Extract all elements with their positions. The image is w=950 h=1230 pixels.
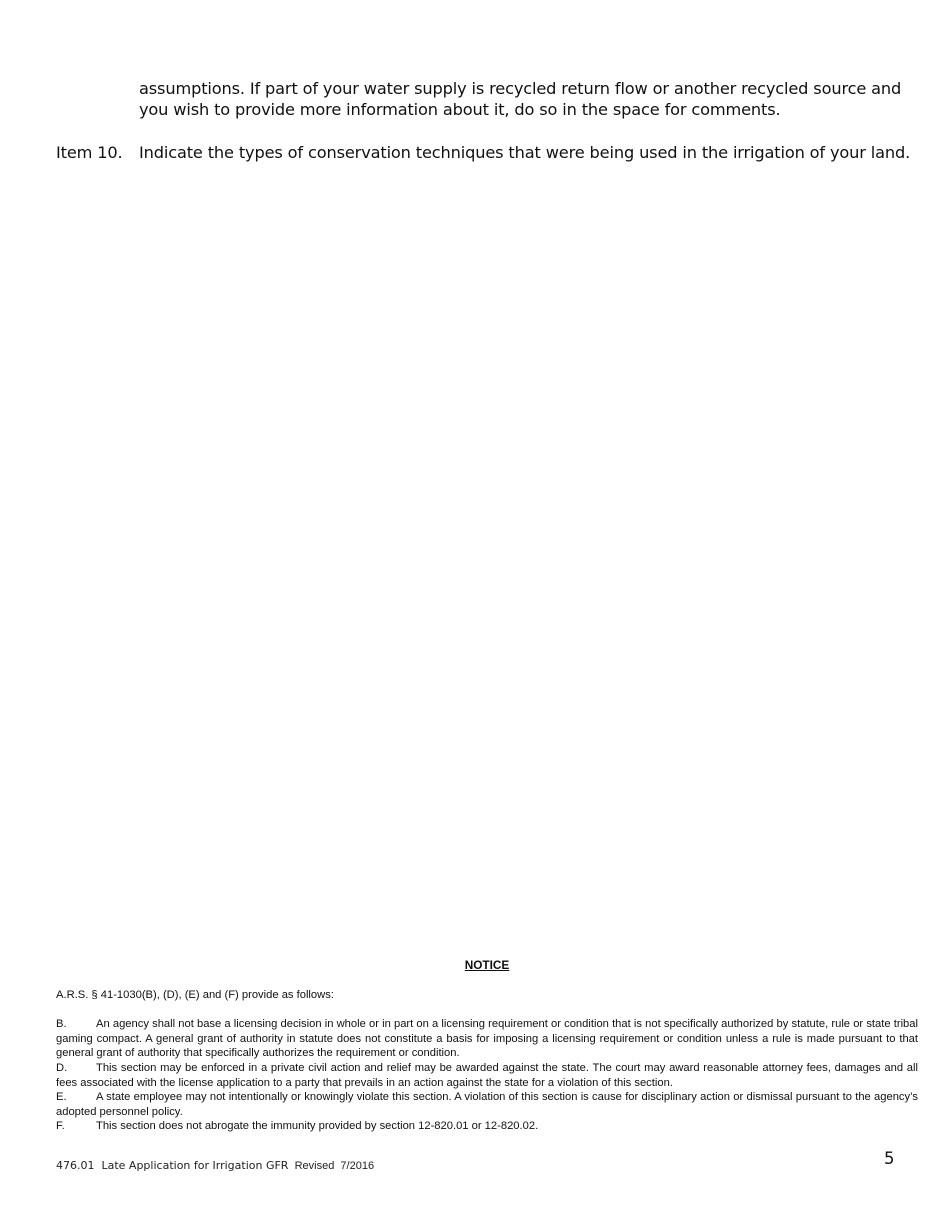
notice-paragraph-f <box>56 1119 918 1134</box>
item-text: Indicate the types of conservation techniques that were being used in the irrigation of your land. <box>139 143 911 162</box>
paragraph-letter: B. <box>56 1018 67 1031</box>
notice-section <box>56 958 918 1134</box>
continuation-paragraph: assumptions. If part of your water supply is recycled return flow or another recycled source and you wish to provide more information about it, do so in the space for comments. <box>139 79 902 119</box>
paragraph-text: This section does not abrogate the immunity provided by section 12-820.01 or 12-820.02. <box>96 1120 539 1133</box>
paragraph-text: An agency shall not base a licensing decision in whole or in part on a licensing requirement or condition that is not specifically authorized by statute, rule or state tribal gaming compact. A general grant of authority in statute does not constitute a basis for imposing a licensing requirement or condition unless a rule is made pursuant to that general grant of authority that specifically authorizes the requirement or condition. <box>56 1018 918 1060</box>
notice-title: NOTICE <box>464 958 510 972</box>
paragraph-text: A state employee may not intentionally or knowingly violate this section. A violation of this section is cause for disciplinary action or dismissal pursuant to the agency’s adopted personnel policy. <box>56 1091 918 1118</box>
paragraph-text: This section may be enforced in a private civil action and relief may be awarded against the state. The court may award reasonable attorney fees, damages and all fees associated with the license application to a party that prevails in an action against the state for a violation of this section. <box>56 1061 918 1089</box>
notice-paragraph-e <box>56 1090 918 1119</box>
footer-revised-date: Revised 7/2016 <box>288 1160 375 1172</box>
item-label: Item 10. <box>56 143 123 162</box>
footer-form-title: 476.01 Late Application for Irrigation GFR <box>56 1159 289 1172</box>
paragraph-letter: D. <box>56 1061 68 1074</box>
notice-paragraph-b <box>56 1017 918 1061</box>
page-number: 5 <box>884 1149 895 1168</box>
paragraph-letter: F. <box>56 1120 65 1133</box>
notice-paragraph-d <box>56 1061 918 1090</box>
paragraph-letter: E. <box>56 1091 67 1104</box>
notice-intro: A.R.S. § 41-1030(B), (D), (E) and (F) provide as follows: <box>56 988 334 1001</box>
page-footer <box>56 1159 374 1172</box>
